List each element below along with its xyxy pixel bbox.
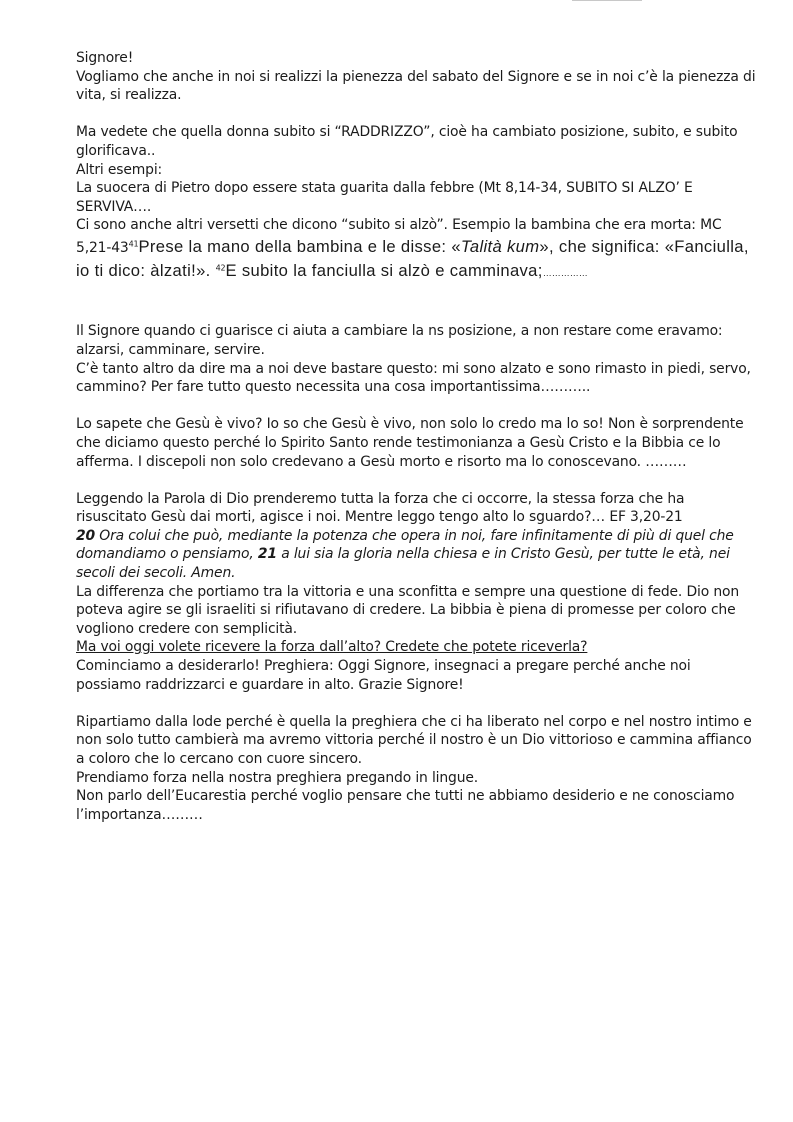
verse-42: E subito la fanciulla si alzò e camminava; [225,261,543,281]
document-body [76,49,756,824]
verse-41-start: Prese la mano della bambina e le disse: « [138,236,461,256]
paragraph-4: Lo sapete che Gesù è vivo? Io so che Gesù è vivo, non solo lo credo ma lo so! Non è sorprendente che diciamo questo perché lo Spirito Santo rende testimonianza a Gesù Cristo e la Bibbia ce lo afferma. I discepoli non solo credevano a Gesù morto e risorto ma lo conoscevano. ……… [76,416,744,470]
paragraph-5-line-3: La differenza che portiamo tra la vittoria e una sconfitta e sempre una questione di fede. Dio non poteva agire se gli israeliti si rifiutavano di credere. La bibbia è piena di promesse per coloro che vogliono credere con semplicità. [76,583,739,637]
page-edge-mark [572,0,642,4]
paragraph-2-line-3: La suocera di Pietro dopo essere stata guarita dalla febbre (Mt 8,14-34, SUBITO SI ALZO’ E SERVIVA…. [76,180,693,215]
paragraph-6-line-1: Ripartiamo dalla lode perché è quella la preghiera che ci ha liberato nel corpo e nel nostro intimo e non solo tutto cambierà ma avremo vittoria perché il nostro è un Dio vittorioso e cammina affianco a coloro che lo cercano con cuore sincero. [76,713,752,767]
paragraph-3-line-1: Il Signore quando ci guarisce ci aiuta a cambiare la ns posizione, a non restare come eravamo: alzarsi, camminare, servire. [76,323,723,358]
verse-number-41: 41 [128,239,139,249]
paragraph-5-line-1: Leggendo la Parola di Dio prenderemo tutta la forza che ci occorre, la stessa forza che ha risuscitato Gesù dai morti, agisce i noi. Mentre leggo tengo alto lo sguardo?… EF 3,20-21 [76,490,685,526]
verse-intro: Ci sono anche altri versetti che dicono “subito si alzò”. Esempio la bambina che era morta: MC 5,21-43 [76,217,722,256]
paragraph-5-underlined-question: Ma voi oggi volete ricevere la forza dall’alto? Credete che potete riceverla? [76,639,588,656]
paragraph-2-line-1: Ma vedete che quella donna subito si “RADDRIZZO”, cioè ha cambiato posizione, subito, e subito glorificava.. [76,124,738,159]
verse-20-text: Ora colui che può, mediante la potenza che opera in noi, fare infinitamente di più di quel che domandiamo o pensiamo, [76,527,734,563]
verse-number-21: 21 [257,546,277,563]
paragraph-5-verses [76,527,756,583]
paragraph-1-line-2: Vogliamo che anche in noi si realizzi la pienezza del sabato del Signore e se in noi c’è la pienezza di vita, si realizza. [76,68,756,104]
verse-number-20: 20 [76,527,96,544]
paragraph-5-line-5: Cominciamo a desiderarlo! Preghiera: Oggi Signore, insegnaci a pregare perché anche noi possiamo raddrizzarci e guardare in alto. Grazie Signore! [76,658,691,693]
verse-21-text: a lui sia la gloria nella chiesa e in Cristo Gesù, per tutte le età, nei secoli dei secoli. Amen. [76,546,730,582]
paragraph-6-line-3: Non parlo dell’Eucarestia perché voglio pensare che tutti ne abbiamo desiderio e ne conosciamo l’importanza……… [76,788,735,823]
verse-number-42: 42 [215,263,226,273]
paragraph-1-line-1: Signore! [76,50,134,66]
ellipsis-dots: …………… [542,268,588,279]
paragraph-2-line-4 [76,216,756,285]
paragraph-3-line-2: C’è tanto altro da dire ma a noi deve bastare questo: mi sono alzato e sono rimasto in piedi, servo, cammino? Per fare tutto questo necessita una cosa importantissima……….. [76,360,751,396]
paragraph-6-line-2: Prendiamo forza nella nostra preghiera pregando in lingue. [76,769,479,786]
verse-41-italic: Talità kum [460,236,540,256]
verse-41-end: », che significa: «Fanciulla, io ti dico: àlzati!». [76,236,749,281]
paragraph-2-line-2: Altri esempi: [76,161,163,178]
